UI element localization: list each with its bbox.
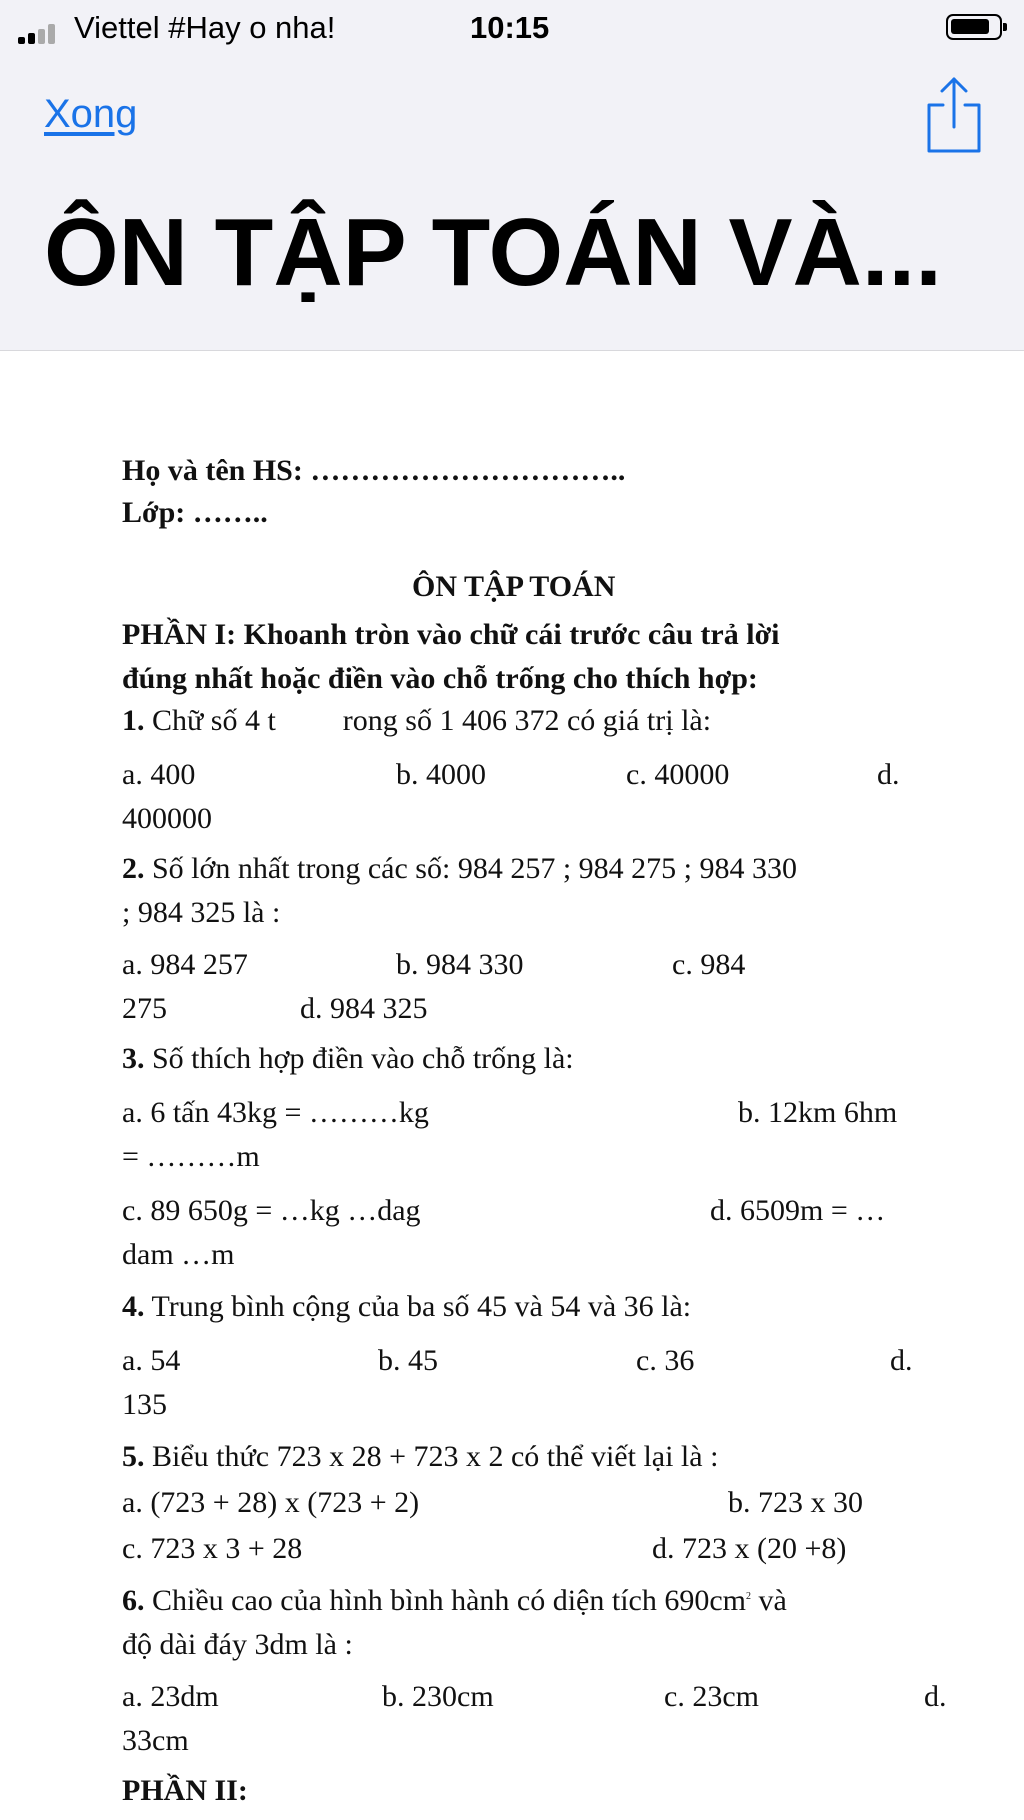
- option-d-continued: dam …m: [122, 1238, 235, 1271]
- option-d: d. 984 325: [300, 992, 428, 1025]
- share-icon[interactable]: [925, 75, 983, 155]
- option-a: a. (723 + 28) x (723 + 2): [122, 1486, 420, 1519]
- option-c: c. 723 x 3 + 28: [122, 1532, 303, 1565]
- question-text: Trung bình cộng của ba số 45 và 54 và 36 là:: [151, 1290, 692, 1323]
- option-c: c. 89 650g = …kg …dag: [122, 1194, 421, 1227]
- battery-icon: [946, 14, 1002, 40]
- question-text: Số lớn nhất trong các số: 984 257 ; 984 275 ; 984 330: [152, 852, 797, 885]
- option-a: a. 6 tấn 43kg = ………kg: [122, 1096, 429, 1129]
- question-text: Chữ số 4 t: [152, 704, 276, 737]
- question-number: 5.: [122, 1440, 145, 1473]
- question-4: [122, 1292, 691, 1322]
- question-text-continued: ; 984 325 là :: [122, 896, 281, 929]
- student-name-field: Họ và tên HS: …………………………..: [122, 454, 626, 487]
- option-b: b. 723 x 30: [728, 1486, 863, 1519]
- part1-instruction-line1: PHẦN I: Khoanh tròn vào chữ cái trước câu trả lời: [122, 618, 780, 651]
- carrier-name: Viettel #Hay o nha!: [74, 10, 336, 45]
- option-b: b. 12km 6hm: [738, 1096, 898, 1129]
- option-b-continued: = ………m: [122, 1140, 260, 1173]
- part2-heading: PHẦN II:: [122, 1774, 248, 1807]
- question-text: Chiều cao của hình bình hành có diện tích 690cm: [152, 1584, 747, 1617]
- option-d: d. 723 x (20 +8): [652, 1532, 847, 1565]
- option-c: c. 984: [672, 948, 746, 981]
- question-5: [122, 1442, 718, 1472]
- option-d: d.: [877, 758, 900, 791]
- app-header: [0, 0, 1024, 351]
- question-2: [122, 854, 797, 884]
- section-heading: ÔN TẬP TOÁN: [412, 570, 616, 603]
- question-number: 6.: [122, 1584, 145, 1617]
- option-b: b. 4000: [396, 758, 486, 791]
- superscript-2: 2: [746, 1591, 752, 1602]
- option-b: b. 45: [378, 1344, 438, 1377]
- question-6: [122, 1586, 787, 1616]
- question-text: Biểu thức 723 x 28 + 723 x 2 có thể viết lại là :: [152, 1440, 719, 1473]
- option-d: d.: [924, 1680, 947, 1713]
- question-text-continued: độ dài đáy 3dm là :: [122, 1628, 353, 1661]
- option-d-continued: 33cm: [122, 1724, 189, 1757]
- class-field: Lớp: ……..: [122, 496, 268, 529]
- done-button[interactable]: Xong: [44, 92, 138, 136]
- option-d-continued: 135: [122, 1388, 167, 1421]
- question-3: [122, 1044, 574, 1074]
- question-number: 1.: [122, 704, 145, 737]
- status-time: 10:15: [470, 10, 550, 45]
- signal-icon: [18, 24, 66, 44]
- question-1: [122, 706, 711, 736]
- option-b: b. 230cm: [382, 1680, 494, 1713]
- option-c: c. 36: [636, 1344, 695, 1377]
- question-text-end: và: [758, 1584, 787, 1617]
- option-a: a. 54: [122, 1344, 181, 1377]
- question-number: 3.: [122, 1042, 145, 1075]
- option-a: a. 400: [122, 758, 196, 791]
- option-a: a. 23dm: [122, 1680, 219, 1713]
- option-c: c. 40000: [626, 758, 730, 791]
- status-bar: [0, 0, 1024, 60]
- question-number: 2.: [122, 852, 145, 885]
- page-title: ÔN TẬP TOÁN VÀ...: [44, 199, 942, 306]
- option-c: c. 23cm: [664, 1680, 759, 1713]
- question-number: 4.: [122, 1290, 145, 1323]
- option-d-continued: 400000: [122, 802, 212, 835]
- option-d: d.: [890, 1344, 913, 1377]
- option-a: a. 984 257: [122, 948, 248, 981]
- question-text: Số thích hợp điền vào chỗ trống là:: [152, 1042, 574, 1075]
- option-b: b. 984 330: [396, 948, 524, 981]
- option-d: d. 6509m = …: [710, 1194, 886, 1227]
- question-text: rong số 1 406 372 có giá trị là:: [342, 704, 712, 737]
- option-c-continued: 275: [122, 992, 167, 1025]
- part1-instruction-line2: đúng nhất hoặc điền vào chỗ trống cho thích hợp:: [122, 662, 758, 695]
